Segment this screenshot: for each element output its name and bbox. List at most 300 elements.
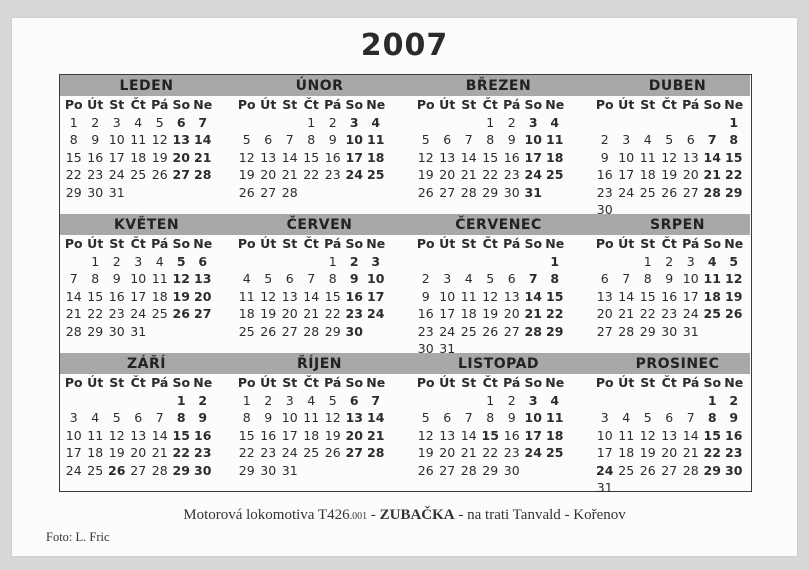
day-cell [594, 114, 616, 132]
week-row [412, 288, 585, 306]
day-cell [680, 392, 702, 410]
weekday-label: Út [439, 375, 456, 390]
week-row [591, 409, 764, 427]
month-name: LISTOPAD [457, 356, 540, 372]
day-cell: 11 [303, 410, 320, 425]
day-cell: 10 [345, 132, 363, 147]
week-row [412, 149, 585, 167]
weekday-header [412, 374, 585, 392]
day-cell [365, 462, 387, 480]
weekday-label: Ne [366, 97, 386, 112]
day-cell: 17 [130, 288, 147, 304]
day-cell [171, 184, 193, 202]
day-cell: 25 [460, 323, 477, 339]
caption-name: ZUBAČKA [379, 507, 455, 523]
week-row [60, 270, 233, 288]
day-cell: 21 [460, 167, 477, 182]
day-cell: 1 [307, 114, 316, 130]
day-cell: 21 [682, 445, 699, 460]
month-březen [412, 75, 585, 201]
day-cell: 9 [600, 149, 609, 165]
weekday-label: Čt [303, 236, 319, 251]
day-cell: 2 [665, 253, 674, 269]
day-cell: 24 [524, 167, 542, 182]
day-cell: 8 [729, 132, 739, 147]
day-cell: 7 [622, 271, 631, 286]
day-cell: 13 [194, 271, 212, 286]
day-cell: 19 [172, 288, 190, 304]
day-cell: 16 [503, 427, 520, 443]
month-srpen [591, 214, 764, 340]
day-cell: 27 [172, 167, 190, 182]
day-cell: 25 [303, 445, 320, 460]
weekday-label: Čt [661, 97, 677, 112]
day-cell: 15 [87, 288, 104, 304]
weekday-label: Pá [324, 236, 342, 251]
day-cell: 15 [172, 427, 190, 443]
day-cell: 15 [481, 427, 499, 443]
month-září [60, 353, 233, 479]
week-row [233, 323, 406, 341]
day-cell: 6 [285, 271, 294, 286]
day-cell: 25 [367, 167, 385, 182]
day-cell: 10 [367, 271, 385, 286]
day-cell [616, 392, 638, 410]
day-cell: 10 [130, 271, 147, 286]
weekday-label: Ne [545, 375, 565, 390]
day-cell [149, 392, 171, 410]
week-row [233, 392, 406, 410]
day-cell: 2 [328, 114, 337, 130]
day-cell: 9 [421, 288, 430, 304]
week-row [412, 323, 585, 341]
day-cell: 25 [546, 167, 564, 182]
week-row [591, 392, 764, 410]
day-cell [279, 114, 301, 132]
day-cell: 9 [507, 410, 516, 425]
day-cell: 14 [524, 288, 542, 304]
day-cell: 3 [528, 114, 538, 130]
week-row [233, 149, 406, 167]
day-cell: 21 [367, 427, 385, 443]
day-cell: 23 [87, 167, 104, 182]
day-cell: 5 [242, 132, 251, 147]
day-cell: 2 [349, 253, 359, 269]
day-cell: 29 [546, 323, 564, 339]
day-cell: 9 [198, 410, 208, 425]
day-cell: 9 [665, 271, 674, 286]
week-row [412, 114, 585, 132]
day-cell: 20 [281, 306, 298, 321]
day-cell: 10 [618, 149, 635, 165]
weekday-label: So [703, 97, 722, 112]
weekday-label: Čt [130, 375, 146, 390]
day-cell: 7 [155, 410, 164, 425]
day-cell: 29 [87, 323, 104, 339]
day-cell: 14 [151, 427, 168, 443]
week-row [233, 462, 406, 480]
day-cell: 30 [87, 184, 104, 200]
day-cell: 11 [618, 427, 635, 443]
week-row [591, 166, 764, 184]
day-cell: 17 [524, 149, 542, 165]
day-cell: 28 [65, 323, 82, 339]
day-cell: 9 [112, 271, 121, 286]
weekday-label: St [461, 236, 477, 251]
day-cell [594, 392, 616, 410]
day-cell: 25 [703, 306, 721, 321]
day-cell: 14 [367, 410, 385, 425]
weekday-label: Po [64, 375, 83, 390]
weekday-label: Po [416, 236, 435, 251]
day-cell: 15 [303, 149, 320, 165]
week-row [60, 462, 233, 480]
week-row [591, 149, 764, 167]
week-row [412, 427, 585, 445]
day-cell: 4 [242, 271, 251, 286]
day-cell [63, 392, 85, 410]
day-cell: 29 [172, 462, 190, 478]
day-cell: 2 [600, 132, 609, 147]
day-cell: 14 [303, 288, 320, 304]
weekday-label: Út [260, 236, 277, 251]
day-cell [702, 323, 724, 341]
day-cell [702, 479, 724, 497]
day-cell: 4 [464, 271, 473, 286]
day-cell: 3 [134, 253, 143, 269]
week-row [60, 323, 233, 341]
day-cell: 22 [238, 445, 255, 460]
day-cell: 26 [639, 462, 656, 478]
day-cell: 28 [618, 323, 635, 339]
day-cell: 21 [151, 445, 168, 460]
month-únor [233, 75, 406, 201]
day-cell: 2 [729, 392, 739, 408]
month-listopad [412, 353, 585, 479]
week-row [233, 166, 406, 184]
day-cell: 22 [87, 306, 104, 321]
day-cell: 26 [260, 323, 277, 339]
day-cell: 21 [460, 445, 477, 460]
day-cell: 25 [87, 462, 104, 478]
day-cell: 18 [546, 427, 564, 443]
day-cell [637, 114, 659, 132]
day-cell [437, 253, 459, 271]
day-cell: 22 [172, 445, 190, 460]
weekday-label: So [703, 375, 722, 390]
day-cell: 28 [281, 184, 298, 200]
day-cell [680, 479, 702, 497]
weekday-label: Ne [193, 97, 213, 112]
day-cell: 17 [367, 288, 385, 304]
week-row [591, 444, 764, 462]
day-cell: 21 [524, 306, 542, 321]
day-cell: 28 [151, 462, 168, 478]
day-cell: 16 [417, 306, 434, 321]
day-cell [322, 462, 344, 480]
day-cell: 25 [238, 323, 255, 339]
day-cell: 1 [729, 114, 739, 130]
weekday-label: Pá [682, 236, 700, 251]
week-row [233, 253, 406, 271]
day-cell: 12 [482, 288, 499, 304]
day-cell: 1 [486, 114, 495, 130]
weekday-label: Út [618, 97, 635, 112]
day-cell: 28 [194, 167, 212, 182]
day-cell: 31 [439, 341, 456, 356]
day-cell: 11 [460, 288, 477, 304]
week-row [412, 305, 585, 323]
day-cell: 16 [260, 427, 277, 443]
day-cell [523, 253, 545, 271]
day-cell: 31 [524, 184, 542, 200]
day-cell: 27 [194, 306, 212, 321]
day-cell: 5 [112, 410, 121, 425]
day-cell: 26 [324, 445, 341, 460]
weekday-label: So [524, 97, 543, 112]
day-cell [301, 462, 323, 480]
day-cell: 4 [550, 114, 560, 130]
day-cell: 4 [550, 392, 560, 408]
day-cell [85, 392, 107, 410]
day-cell: 14 [703, 149, 721, 165]
day-cell [149, 184, 171, 202]
weekday-label: Po [64, 97, 83, 112]
day-cell: 9 [91, 132, 100, 147]
day-cell: 26 [725, 306, 743, 321]
day-cell: 11 [546, 410, 564, 425]
week-row [233, 409, 406, 427]
weekday-label: Ne [724, 375, 744, 390]
weekday-header [233, 96, 406, 114]
day-cell: 14 [194, 132, 212, 147]
week-row [233, 305, 406, 323]
day-cell: 10 [524, 132, 542, 147]
weekday-label: Ne [545, 236, 565, 251]
day-cell: 17 [618, 167, 635, 182]
calendar-card [12, 18, 797, 556]
week-row [591, 131, 764, 149]
weekday-label: Čt [482, 97, 498, 112]
day-cell: 10 [682, 271, 699, 286]
day-cell: 15 [703, 427, 721, 443]
day-cell: 3 [443, 271, 452, 286]
weekday-label: St [640, 375, 656, 390]
week-row [60, 288, 233, 306]
day-cell [659, 392, 681, 410]
weekday-label: Po [237, 97, 256, 112]
day-cell: 9 [507, 132, 516, 147]
day-cell: 30 [194, 462, 212, 478]
day-cell: 12 [417, 427, 434, 443]
weekday-header [412, 96, 585, 114]
weekday-label: Pá [682, 375, 700, 390]
day-cell [258, 253, 280, 271]
day-cell: 18 [303, 427, 320, 443]
day-cell: 4 [643, 132, 652, 147]
day-cell: 3 [528, 392, 538, 408]
weekday-label: St [109, 375, 125, 390]
calendar-grid [59, 74, 752, 495]
day-cell: 12 [260, 288, 277, 304]
day-cell: 8 [176, 410, 186, 425]
day-cell: 31 [108, 184, 125, 200]
month-name: LEDEN [119, 78, 174, 94]
day-cell: 26 [108, 462, 126, 478]
day-cell: 31 [130, 323, 147, 339]
day-cell: 12 [238, 149, 255, 165]
day-cell: 8 [328, 271, 337, 286]
day-cell [63, 253, 85, 271]
day-cell [616, 114, 638, 132]
day-cell: 14 [618, 288, 635, 304]
weekday-label: St [109, 97, 125, 112]
week-row [412, 462, 585, 480]
day-cell: 30 [725, 462, 743, 478]
weekday-label: Po [237, 375, 256, 390]
day-cell: 6 [443, 132, 452, 147]
day-cell: 8 [486, 132, 495, 147]
month-name: KVĚTEN [113, 217, 180, 233]
day-cell [171, 323, 193, 341]
weekday-label: So [524, 236, 543, 251]
day-cell: 23 [725, 445, 743, 460]
week-row [412, 184, 585, 202]
day-cell: 8 [486, 410, 495, 425]
week-row [591, 479, 764, 497]
day-cell: 19 [482, 306, 499, 321]
day-cell: 1 [176, 392, 186, 408]
weekday-label: Čt [482, 236, 498, 251]
day-cell [616, 253, 638, 271]
week-row [591, 288, 764, 306]
day-cell: 27 [661, 462, 678, 478]
weekday-label: Čt [303, 97, 319, 112]
day-cell: 12 [108, 427, 125, 443]
day-cell: 24 [108, 167, 125, 182]
day-cell: 22 [703, 445, 721, 460]
day-cell: 27 [281, 323, 298, 339]
month-name: ZÁŘÍ [127, 356, 166, 372]
weekday-label: Po [416, 97, 435, 112]
weekday-label: So [172, 97, 191, 112]
day-cell: 27 [596, 323, 613, 339]
weekday-label: Po [595, 375, 614, 390]
day-cell: 28 [703, 184, 721, 200]
day-cell: 10 [281, 410, 298, 425]
day-cell: 23 [503, 445, 520, 460]
weekday-header [233, 235, 406, 253]
day-cell: 19 [417, 445, 434, 460]
month-leden [60, 75, 233, 201]
day-cell: 26 [417, 462, 434, 478]
month-name: ČERVENEC [455, 217, 542, 233]
weekday-label: Út [618, 236, 635, 251]
day-cell: 22 [482, 167, 499, 182]
day-cell: 10 [596, 427, 613, 443]
day-cell: 2 [421, 271, 430, 286]
day-cell: 13 [260, 149, 277, 165]
day-cell: 20 [503, 306, 520, 321]
day-cell: 24 [682, 306, 699, 321]
day-cell: 1 [242, 392, 251, 408]
day-cell: 23 [324, 167, 341, 182]
day-cell: 6 [198, 253, 208, 269]
day-cell: 20 [345, 427, 363, 443]
day-cell: 15 [238, 427, 255, 443]
day-cell: 14 [460, 427, 477, 443]
month-říjen [233, 353, 406, 479]
weekday-label: So [703, 236, 722, 251]
caption-route: - na trati Tanvald - Kořenov [454, 507, 626, 523]
day-cell [365, 323, 387, 341]
day-cell: 3 [285, 392, 294, 408]
day-cell: 24 [618, 184, 635, 200]
day-cell: 3 [600, 410, 609, 425]
day-cell: 4 [707, 253, 717, 269]
day-cell [702, 114, 724, 132]
day-cell: 1 [91, 253, 100, 269]
day-cell: 2 [198, 392, 208, 408]
weekday-label: So [172, 236, 191, 251]
week-row [412, 253, 585, 271]
weekday-label: Ne [724, 236, 744, 251]
day-cell: 21 [281, 167, 298, 182]
week-row [412, 409, 585, 427]
day-cell: 19 [108, 445, 125, 460]
weekday-label: Čt [303, 375, 319, 390]
day-cell: 19 [661, 167, 678, 182]
weekday-header [591, 374, 764, 392]
day-cell: 16 [194, 427, 212, 443]
week-row [60, 114, 233, 132]
weekday-header [412, 235, 585, 253]
day-cell: 29 [65, 184, 82, 200]
weekday-label: Út [439, 97, 456, 112]
day-cell: 16 [108, 288, 125, 304]
week-row [60, 131, 233, 149]
day-cell: 8 [307, 132, 316, 147]
day-cell: 24 [367, 306, 385, 321]
day-cell [236, 253, 258, 271]
week-row [60, 166, 233, 184]
day-cell: 24 [130, 306, 147, 321]
weekday-label: Út [439, 236, 456, 251]
day-cell: 22 [324, 306, 341, 321]
day-cell [415, 392, 437, 410]
weekday-label: Út [618, 375, 635, 390]
weekday-label: St [282, 236, 298, 251]
weekday-label: Út [87, 97, 104, 112]
day-cell: 25 [546, 445, 564, 460]
weekday-label: St [461, 375, 477, 390]
weekday-label: St [640, 236, 656, 251]
weekday-label: Ne [545, 97, 565, 112]
day-cell: 11 [238, 288, 255, 304]
day-cell: 24 [281, 445, 298, 460]
day-cell: 30 [661, 323, 678, 339]
day-cell: 2 [507, 392, 516, 408]
day-cell: 17 [596, 445, 613, 460]
day-cell: 5 [421, 410, 430, 425]
weekday-label: Pá [503, 97, 521, 112]
weekday-label: Po [64, 236, 83, 251]
year-title: 2007 [360, 28, 449, 63]
day-cell: 12 [151, 132, 168, 147]
day-cell [458, 114, 480, 132]
day-cell [723, 479, 745, 497]
day-cell: 9 [349, 271, 359, 286]
